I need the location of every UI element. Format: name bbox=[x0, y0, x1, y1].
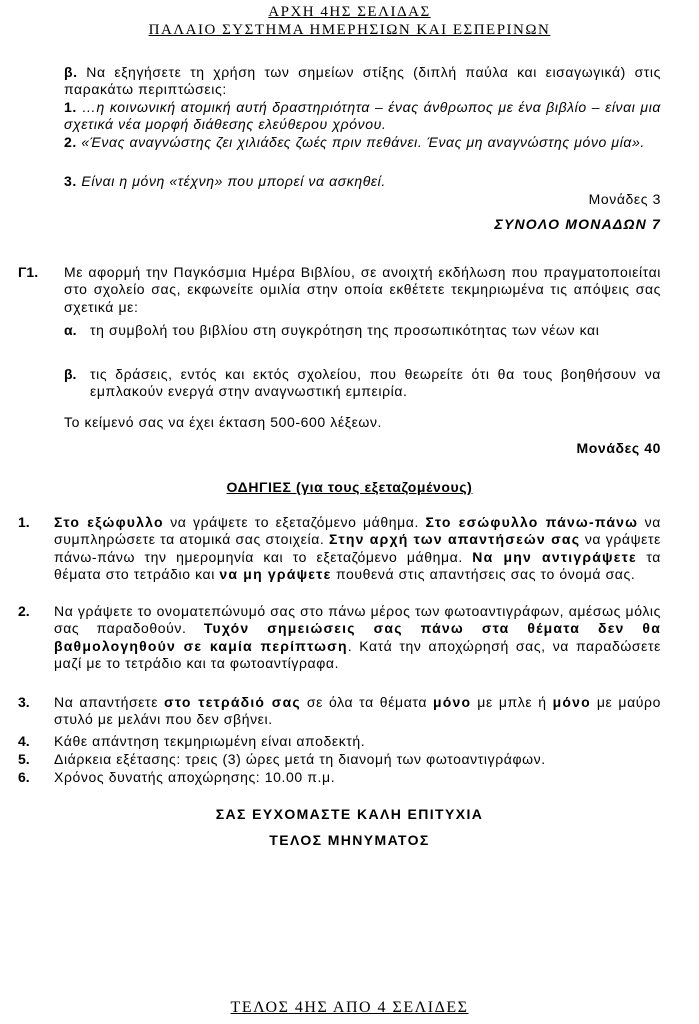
instruction-text: Να απαντήσετε bbox=[54, 694, 165, 710]
item-text: «Ένας αναγνώστης ζει χιλιάδες ζωές πριν πεθάνει. Ένας μη αναγνώστης μόνο μία». bbox=[81, 134, 645, 150]
instruction-text: να γράψετε πάνω-πάνω την ημερομηνία και το εξεταζόμενο μάθημα. bbox=[54, 531, 661, 565]
instruction-5-number: 5. bbox=[18, 751, 30, 767]
question-g1-length: Το κείμενό σας να έχει έκταση 500-600 λέξεων. bbox=[64, 414, 383, 430]
instruction-3 bbox=[54, 694, 661, 729]
question-b-label: β. bbox=[64, 64, 78, 80]
instruction-text: πουθενά στις απαντήσεις σας το όνομά σας. bbox=[331, 565, 636, 582]
instruction-text: τα θέματα στο τετράδιο και bbox=[54, 548, 661, 582]
instruction-text: Να γράψετε το ονοματεπώνυμό σας στο πάνω μέρος των φωτοαντιγράφων, αμέσως μόλις σας παραδοθούν. bbox=[54, 603, 661, 637]
item-number: 1. bbox=[64, 99, 77, 115]
instruction-3-number: 3. bbox=[18, 694, 30, 710]
question-g1-label: Γ1. bbox=[18, 264, 39, 280]
instruction-text: σε όλα τα θέματα bbox=[300, 694, 434, 710]
question-g1-a-label: α. bbox=[64, 322, 77, 338]
item-text: Είναι η μόνη «τέχνη» που μπορεί να ασκηθεί. bbox=[81, 173, 386, 189]
instruction-1-number: 1. bbox=[18, 514, 30, 530]
instruction-6: Χρόνος δυνατής αποχώρησης: 10.00 π.μ. bbox=[54, 769, 336, 785]
question-b-item-3 bbox=[64, 173, 661, 190]
instruction-emphasis: Τυχόν σημειώσεις σας πάνω στα θέματα δεν θα βαθμολογηθούν σε καμία περίπτωση bbox=[54, 620, 662, 654]
instruction-5: Διάρκεια εξέτασης: τρεις (3) ώρες μετά τη διανομή των φωτοαντιγράφων. bbox=[54, 751, 546, 767]
question-b-item-1 bbox=[64, 99, 661, 134]
instruction-2-number: 2. bbox=[18, 603, 30, 619]
closing-end: ΤΕΛΟΣ ΜΗΝΥΜΑΤΟΣ bbox=[269, 832, 430, 848]
instructions-title: ΟΔΗΓΙΕΣ (για τους εξεταζομένους) bbox=[226, 479, 473, 495]
question-b-total: ΣΥΝΟΛΟ ΜΟΝΑΔΩΝ 7 bbox=[494, 216, 661, 232]
instruction-text: να συμπληρώσετε τα ατομικά σας στοιχεία. bbox=[54, 514, 661, 548]
instruction-emphasis: Στο εξώφυλλο bbox=[54, 514, 164, 530]
question-g1-b-text: τις δράσεις, εντός και εκτός σχολείου, που θεωρείτε ότι θα τους βοηθήσουν να εμπλακούν ενεργά στην αναγνωστική εμπειρία. bbox=[90, 366, 661, 400]
instruction-text: να γράψετε το εξεταζόμενο μάθημα. bbox=[163, 514, 426, 530]
item-text: …η κοινωνική ατομική αυτή δραστηριότητα – ένας άνθρωπος με ένα βιβλίο – είναι μια σχετικά νέα μορφή διάθεσης ελεύθερου χρόνου. bbox=[64, 99, 661, 133]
instruction-emphasis: μόνο bbox=[433, 694, 472, 710]
instruction-emphasis: να μη γράψετε bbox=[219, 565, 332, 582]
instruction-emphasis: Να μην αντιγράψετε bbox=[472, 548, 637, 565]
instruction-text: με μαύρο στυλό με μελάνι που δεν σβήνει. bbox=[54, 694, 661, 728]
question-g1-a-text: τη συμβολή του βιβλίου στη συγκρότηση της προσωπικότητας των νέων και bbox=[90, 322, 600, 338]
instruction-4: Κάθε απάντηση τεκμηριωμένη είναι αποδεκτή. bbox=[54, 733, 366, 749]
instruction-2 bbox=[54, 603, 661, 672]
instruction-emphasis: Στην αρχή των απαντήσεών σας bbox=[329, 531, 581, 548]
instruction-emphasis: Στο εσώφυλλο πάνω-πάνω bbox=[425, 514, 639, 530]
instruction-4-number: 4. bbox=[18, 733, 30, 749]
question-b-item-2 bbox=[64, 134, 661, 151]
header-page-start: ΑΡΧΗ 4ΗΣ ΣΕΛΙΔΑΣ bbox=[268, 4, 431, 20]
question-b-text: Να εξηγήσετε τη χρήση των σημείων στίξης (διπλή παύλα και εισαγωγικά) στις παρακάτω περιπτώσεις: bbox=[64, 64, 661, 98]
instruction-1 bbox=[54, 514, 661, 583]
question-g1-points: Μονάδες 40 bbox=[576, 440, 661, 456]
instruction-emphasis: μόνο bbox=[552, 694, 591, 710]
item-number: 3. bbox=[64, 173, 77, 189]
question-b-intro bbox=[64, 64, 661, 99]
question-g1-b-label: β. bbox=[64, 366, 77, 382]
question-g1-intro: Με αφορμή την Παγκόσμια Ημέρα Βιβλίου, σε ανοιχτή εκδήλωση που πραγματοποιείται στο σχολείο σας, εκφωνείτε ομιλία στην οποία εκθέτετε τεκμηριωμένα τις απόψεις σας σχετικά με: bbox=[64, 264, 661, 315]
instruction-text: . Κατά την αποχώρησή σας, να παραδώσετε μαζί με το τετράδιο και τα φωτοαντίγραφα. bbox=[54, 637, 661, 671]
instruction-emphasis: στο τετράδιό σας bbox=[164, 694, 301, 710]
footer-page-end: ΤΕΛΟΣ 4ΗΣ ΑΠΟ 4 ΣΕΛΙΔΕΣ bbox=[230, 999, 469, 1016]
item-number: 2. bbox=[64, 134, 77, 150]
instruction-text: με μπλε ή bbox=[471, 694, 553, 710]
question-b-points: Μονάδες 3 bbox=[588, 191, 661, 207]
instruction-6-number: 6. bbox=[18, 769, 30, 785]
closing-wish: ΣΑΣ ΕΥΧΟΜΑΣΤΕ ΚΑΛΗ ΕΠΙΤΥΧΙΑ bbox=[215, 806, 484, 822]
header-system: ΠΑΛΑΙΟ ΣΥΣΤΗΜΑ ΗΜΕΡΗΣΙΩΝ ΚΑΙ ΕΣΠΕΡΙΝΩΝ bbox=[148, 22, 551, 38]
